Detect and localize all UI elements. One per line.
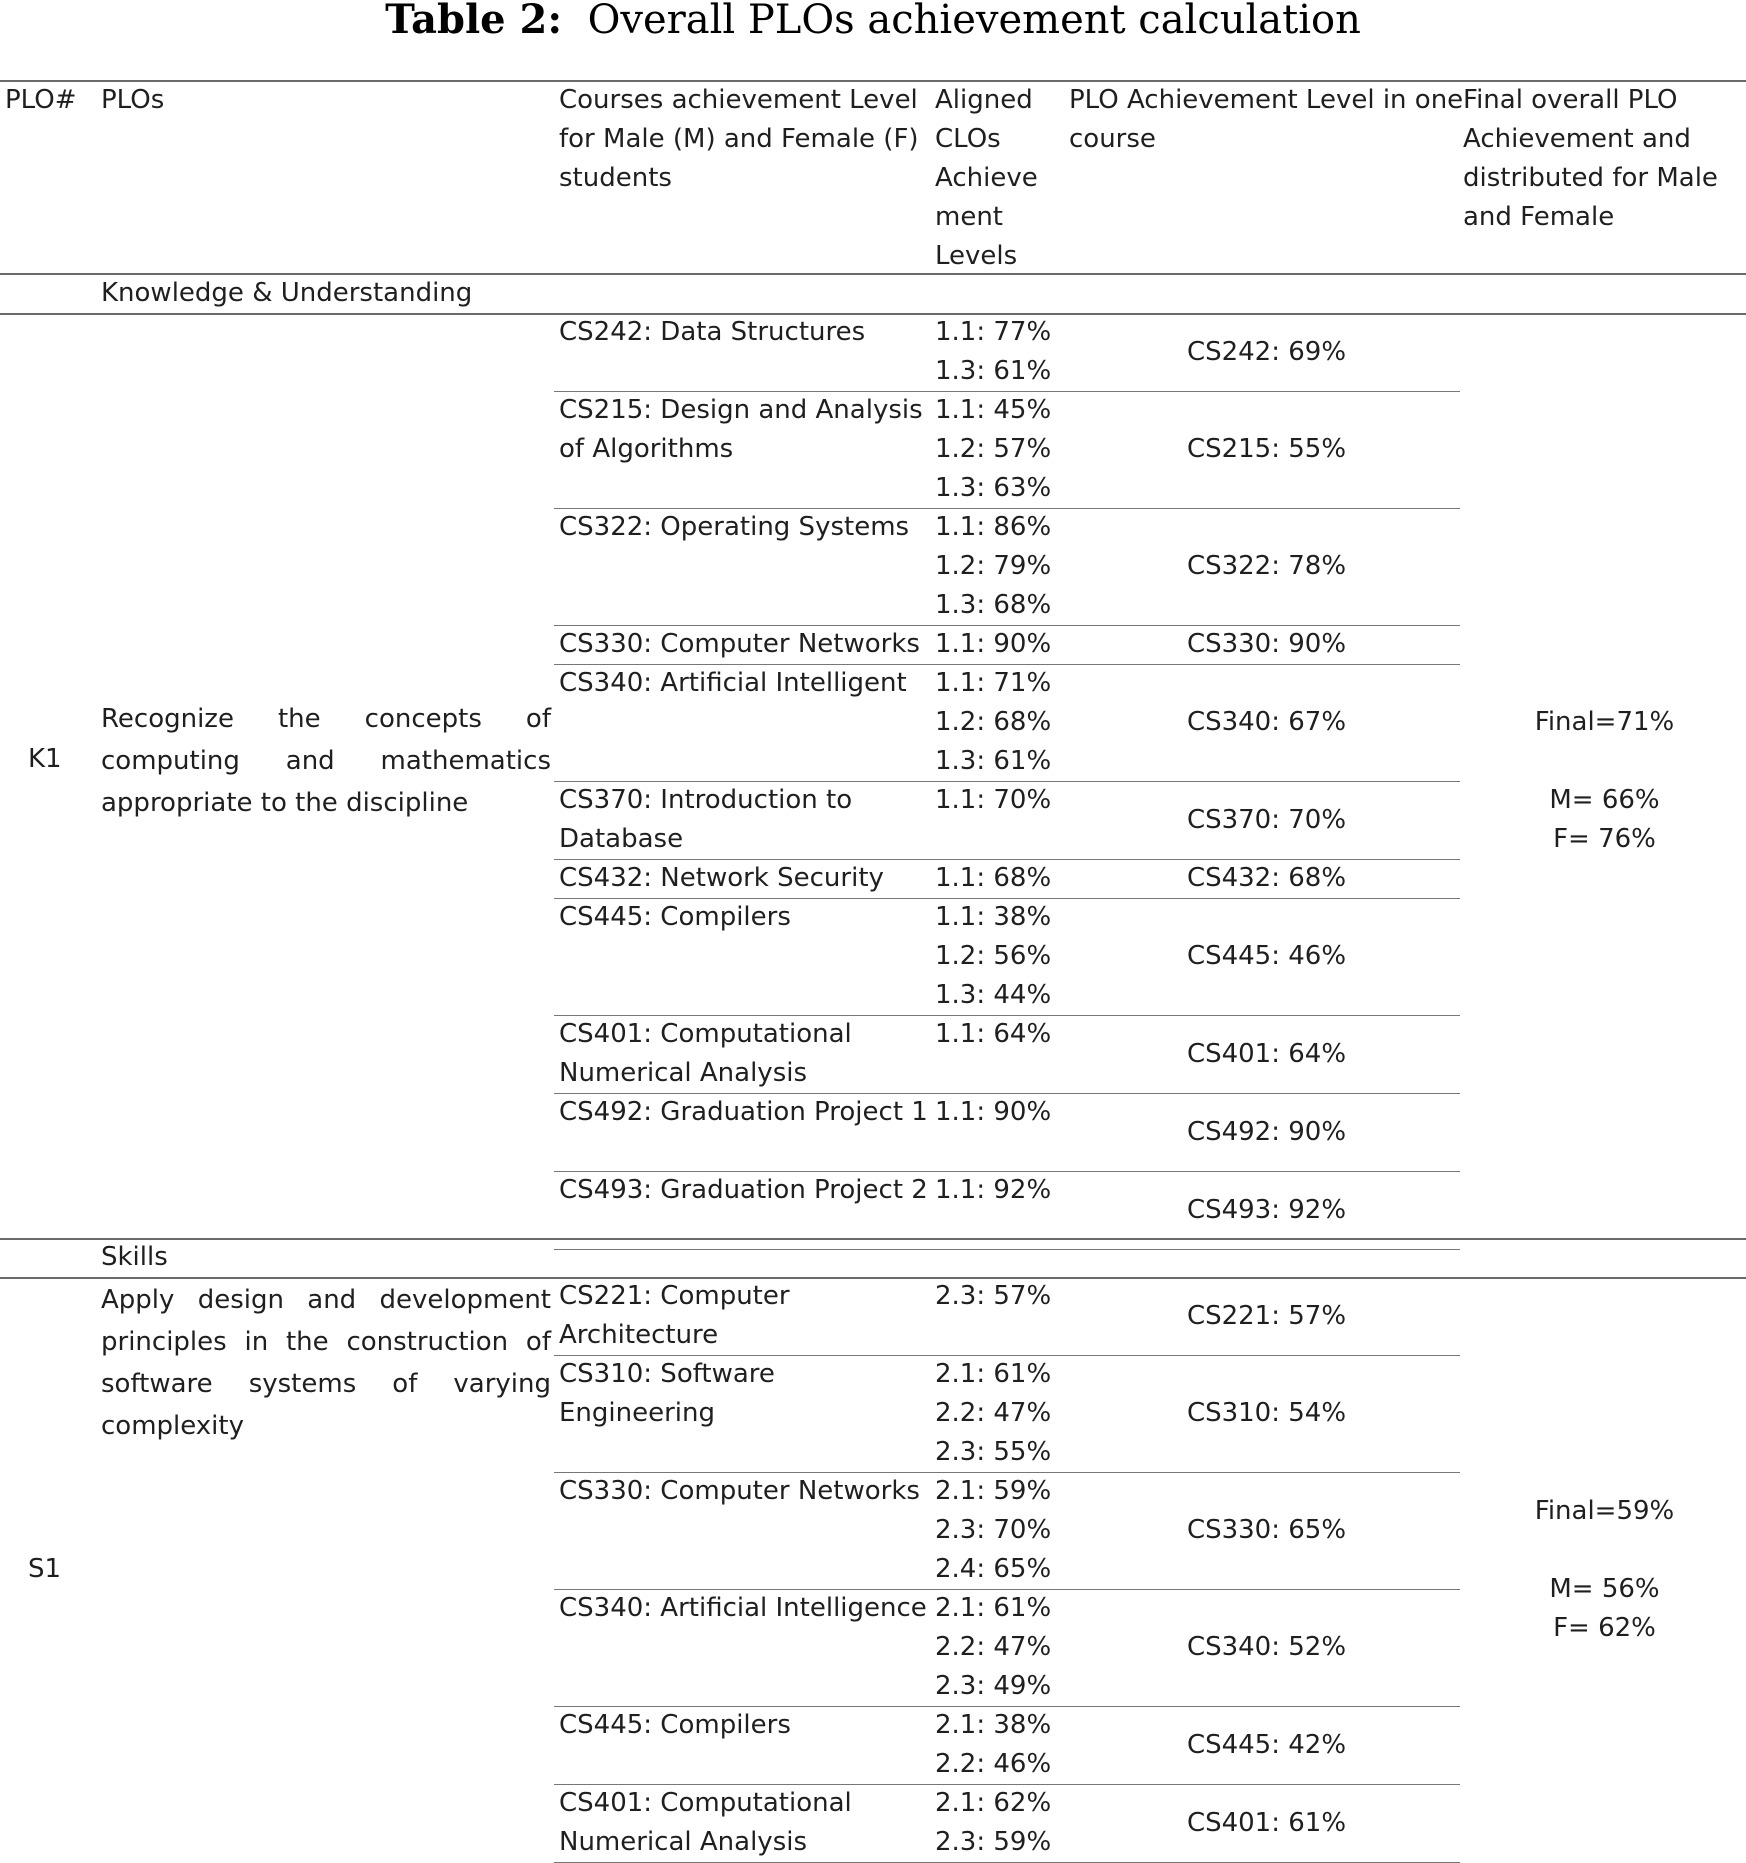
header-plos: PLOs bbox=[101, 85, 165, 115]
plo-course-level: CS242: 69% bbox=[1186, 336, 1347, 367]
plo-course-level: CS330: 65% bbox=[1186, 1515, 1347, 1545]
row-rule bbox=[554, 1249, 1460, 1250]
course-name: CS310: Software Engineering bbox=[559, 1359, 775, 1428]
clo-level: 1.1: 45% bbox=[935, 395, 1052, 425]
plo-course-level: CS322: 78% bbox=[1186, 551, 1347, 581]
male-achievement: M= 56% bbox=[1549, 1573, 1660, 1604]
clo-level: 2.3: 49% bbox=[935, 1671, 1052, 1701]
course-name: CS340: Artificial Intelligence bbox=[559, 1593, 927, 1623]
clo-level: 1.1: 70% bbox=[935, 785, 1052, 815]
course-name: CS215: Design and Analysis of Algorithms bbox=[559, 395, 923, 464]
course-name: CS492: Graduation Project 1 bbox=[559, 1097, 928, 1127]
course-name: CS432: Network Security bbox=[559, 863, 884, 893]
clo-level: 1.1: 92% bbox=[935, 1175, 1052, 1205]
clo-level: 2.1: 38% bbox=[935, 1710, 1052, 1740]
plo-course-level: CS340: 67% bbox=[1186, 707, 1347, 737]
clo-level: 1.1: 68% bbox=[935, 863, 1052, 893]
course-name: CS401: Computational Numerical Analysis bbox=[559, 1788, 852, 1857]
clo-level: 1.1: 90% bbox=[935, 1097, 1052, 1127]
clo-level: 1.2: 57% bbox=[935, 434, 1052, 464]
clo-level: 1.1: 38% bbox=[935, 902, 1052, 932]
clo-level: 2.3: 57% bbox=[935, 1281, 1052, 1311]
clo-level: 1.2: 79% bbox=[935, 551, 1052, 581]
male-achievement: M= 66% bbox=[1549, 785, 1660, 815]
plo-course-level: CS215: 55% bbox=[1186, 434, 1347, 464]
plo-course-level: CS493: 92% bbox=[1186, 1194, 1347, 1225]
section-end-rule bbox=[0, 1238, 1746, 1240]
clo-level: 1.3: 68% bbox=[935, 590, 1052, 620]
plo-id: S1 bbox=[28, 1554, 62, 1584]
header-aligned-clos: Aligned CLOs Achieve ment Levels bbox=[935, 85, 1038, 271]
course-name: CS322: Operating Systems bbox=[559, 512, 910, 542]
plo-course-level: CS445: 46% bbox=[1186, 941, 1347, 971]
clo-level: 2.1: 61% bbox=[935, 1593, 1052, 1623]
female-achievement: F= 62% bbox=[1553, 1612, 1656, 1643]
female-achievement: F= 76% bbox=[1553, 824, 1656, 854]
course-name: CS340: Artificial Intelligent bbox=[559, 668, 907, 698]
clo-level: 2.4: 65% bbox=[935, 1554, 1052, 1584]
plo-course-level: CS492: 90% bbox=[1186, 1116, 1347, 1147]
clo-level: 2.1: 59% bbox=[935, 1476, 1052, 1506]
clo-level: 1.3: 63% bbox=[935, 473, 1052, 503]
plo-course-level: CS370: 70% bbox=[1186, 804, 1347, 835]
course-name: CS493: Graduation Project 2 bbox=[559, 1175, 928, 1205]
clo-level: 2.3: 55% bbox=[935, 1437, 1052, 1467]
clo-level: 1.2: 68% bbox=[935, 707, 1052, 737]
course-name: CS370: Introduction to Database bbox=[559, 785, 853, 854]
clo-level: 1.1: 71% bbox=[935, 668, 1052, 698]
course-name: CS330: Computer Networks bbox=[559, 629, 920, 659]
clo-level: 2.2: 46% bbox=[935, 1749, 1052, 1779]
clo-level: 2.2: 47% bbox=[935, 1398, 1052, 1428]
clo-level: 1.1: 64% bbox=[935, 1019, 1052, 1049]
course-name: CS445: Compilers bbox=[559, 1710, 791, 1740]
table-caption: Overall PLOs achievement calculation bbox=[587, 0, 1361, 43]
header-plo-course: PLO Achievement Level in one course bbox=[1069, 85, 1464, 154]
table-label: Table 2: bbox=[385, 0, 563, 43]
course-name: CS401: Computational Numerical Analysis bbox=[559, 1019, 852, 1088]
plo-description: Recognize the concepts of computing and mathematics appropriate to the discipline bbox=[101, 704, 551, 818]
clo-level: 1.3: 61% bbox=[935, 746, 1052, 776]
plo-description: Apply design and development principles in the construction of software systems of varying complexity bbox=[101, 1285, 551, 1441]
clo-level: 1.3: 61% bbox=[935, 356, 1052, 386]
plo-course-level: CS432: 68% bbox=[1186, 863, 1347, 893]
plo-course-level: CS330: 90% bbox=[1186, 629, 1347, 659]
clo-level: 2.2: 47% bbox=[935, 1632, 1052, 1662]
clo-level: 1.1: 77% bbox=[935, 317, 1052, 347]
header-courses: Courses achievement Level for Male (M) and Female (F) students bbox=[559, 85, 919, 193]
final-achievement: Final=71% bbox=[1534, 707, 1675, 737]
course-name: CS330: Computer Networks bbox=[559, 1476, 920, 1506]
clo-level: 2.3: 70% bbox=[935, 1515, 1052, 1545]
clo-level: 1.1: 90% bbox=[935, 629, 1052, 659]
plo-course-level: CS401: 64% bbox=[1186, 1038, 1347, 1069]
plo-course-level: CS401: 61% bbox=[1186, 1807, 1347, 1838]
clo-level: 2.1: 62% bbox=[935, 1788, 1052, 1818]
final-achievement: Final=59% bbox=[1534, 1495, 1675, 1526]
plo-course-level: CS340: 52% bbox=[1186, 1632, 1347, 1662]
plo-course-level: CS310: 54% bbox=[1186, 1398, 1347, 1428]
plo-id: K1 bbox=[28, 744, 62, 774]
clo-level: 1.1: 86% bbox=[935, 512, 1052, 542]
course-name: CS445: Compilers bbox=[559, 902, 791, 932]
section-heading: Skills bbox=[101, 1242, 168, 1272]
course-name: CS242: Data Structures bbox=[559, 317, 866, 347]
clo-level: 2.1: 61% bbox=[935, 1359, 1052, 1389]
course-name: CS221: Computer Architecture bbox=[559, 1281, 790, 1350]
header-final: Final overall PLO Achievement and distributed for Male and Female bbox=[1463, 85, 1718, 232]
header-plo-number: PLO# bbox=[5, 85, 77, 115]
clo-level: 1.2: 56% bbox=[935, 941, 1052, 971]
plo-course-level: CS221: 57% bbox=[1186, 1300, 1347, 1331]
plo-course-level: CS445: 42% bbox=[1186, 1729, 1347, 1760]
clo-level: 1.3: 44% bbox=[935, 980, 1052, 1010]
clo-level: 2.3: 59% bbox=[935, 1827, 1052, 1857]
section-heading: Knowledge & Understanding bbox=[101, 278, 473, 308]
